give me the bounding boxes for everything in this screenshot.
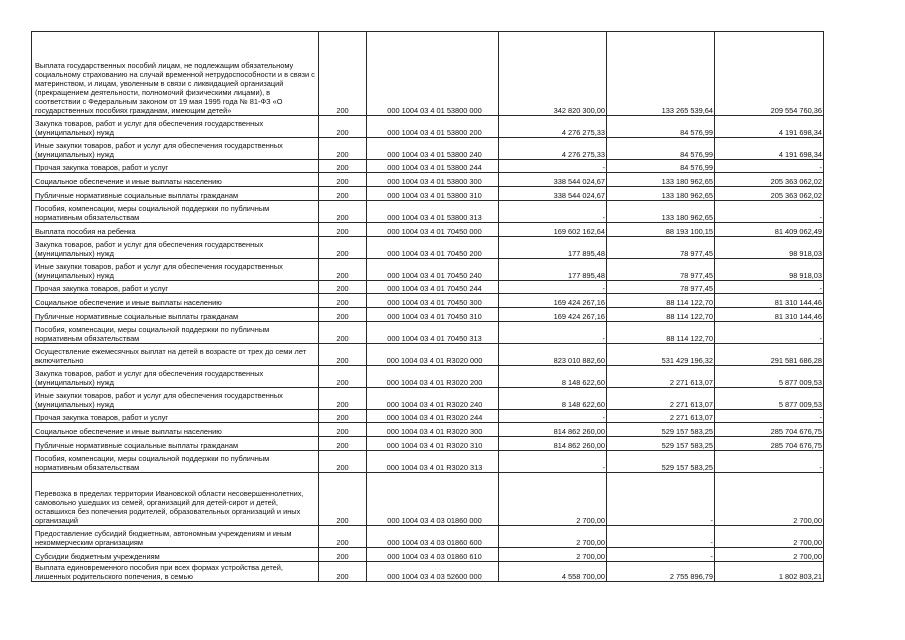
- row-remaining-amount-cell: -: [715, 410, 824, 423]
- row-executed-amount-cell: 133 180 962,65: [607, 201, 715, 223]
- row-approved-amount-cell: 8 148 622,60: [499, 366, 607, 388]
- row-executed-amount-cell: 133 180 962,65: [607, 173, 715, 187]
- row-budget-code-cell: 000 1004 03 4 01 R3020 240: [367, 388, 499, 410]
- row-line-code-cell: 200: [319, 138, 367, 160]
- row-executed-amount-cell: -: [607, 473, 715, 526]
- row-name-cell: Социальное обеспечение и иные выплаты населению: [32, 173, 319, 187]
- row-executed-amount-cell: -: [607, 526, 715, 548]
- row-executed-amount-cell: 2 271 613,07: [607, 366, 715, 388]
- row-executed-amount-cell: 84 576,99: [607, 160, 715, 173]
- table-row: [32, 308, 824, 322]
- row-name-cell: Социальное обеспечение и иные выплаты населению: [32, 294, 319, 308]
- row-line-code-cell: 200: [319, 548, 367, 562]
- row-line-code-cell: 200: [319, 173, 367, 187]
- row-executed-amount-cell: 2 271 613,07: [607, 410, 715, 423]
- table-row: [32, 526, 824, 548]
- row-budget-code-cell: 000 1004 03 4 01 53800 000: [367, 32, 499, 116]
- row-executed-amount-cell: 88 114 122,70: [607, 308, 715, 322]
- row-remaining-amount-cell: 81 310 144,46: [715, 308, 824, 322]
- row-budget-code-cell: 000 1004 03 4 01 70450 240: [367, 259, 499, 281]
- row-name-cell: Пособия, компенсации, меры социальной поддержки по публичным нормативным обязательствам: [32, 201, 319, 223]
- row-remaining-amount-cell: 98 918,03: [715, 237, 824, 259]
- row-name-cell: Закупка товаров, работ и услуг для обеспечения государственных (муниципальных) нужд: [32, 237, 319, 259]
- row-remaining-amount-cell: -: [715, 160, 824, 173]
- row-remaining-amount-cell: -: [715, 281, 824, 294]
- row-budget-code-cell: 000 1004 03 4 01 70450 313: [367, 322, 499, 344]
- table-row: [32, 294, 824, 308]
- row-name-cell: Прочая закупка товаров, работ и услуг: [32, 160, 319, 173]
- row-remaining-amount-cell: 81 409 062,49: [715, 223, 824, 237]
- row-approved-amount-cell: 169 424 267,16: [499, 308, 607, 322]
- row-approved-amount-cell: 177 895,48: [499, 259, 607, 281]
- table-row: [32, 437, 824, 451]
- budget-execution-table: [31, 31, 824, 582]
- row-approved-amount-cell: 814 862 260,00: [499, 423, 607, 437]
- row-name-cell: Субсидии бюджетным учреждениям: [32, 548, 319, 562]
- table-row: [32, 32, 824, 116]
- table-row: [32, 173, 824, 187]
- row-line-code-cell: 200: [319, 423, 367, 437]
- table-row: [32, 281, 824, 294]
- row-approved-amount-cell: 2 700,00: [499, 548, 607, 562]
- row-approved-amount-cell: 4 276 275,33: [499, 116, 607, 138]
- row-remaining-amount-cell: 4 191 698,34: [715, 138, 824, 160]
- row-approved-amount-cell: 4 558 700,00: [499, 562, 607, 582]
- row-remaining-amount-cell: 5 877 009,53: [715, 388, 824, 410]
- row-name-cell: Предоставление субсидий бюджетным, автономным учреждениям и иным некоммерческим организациям: [32, 526, 319, 548]
- row-executed-amount-cell: 529 157 583,25: [607, 423, 715, 437]
- row-executed-amount-cell: 133 180 962,65: [607, 187, 715, 201]
- row-remaining-amount-cell: 98 918,03: [715, 259, 824, 281]
- row-executed-amount-cell: -: [607, 548, 715, 562]
- row-approved-amount-cell: -: [499, 451, 607, 473]
- row-approved-amount-cell: 169 424 267,16: [499, 294, 607, 308]
- row-budget-code-cell: 000 1004 03 4 01 70450 300: [367, 294, 499, 308]
- row-budget-code-cell: 000 1004 03 4 01 70450 200: [367, 237, 499, 259]
- row-executed-amount-cell: 88 193 100,15: [607, 223, 715, 237]
- row-line-code-cell: 200: [319, 410, 367, 423]
- row-approved-amount-cell: 4 276 275,33: [499, 138, 607, 160]
- row-budget-code-cell: 000 1004 03 4 01 70450 244: [367, 281, 499, 294]
- row-line-code-cell: 200: [319, 294, 367, 308]
- row-executed-amount-cell: 78 977,45: [607, 259, 715, 281]
- row-name-cell: Закупка товаров, работ и услуг для обеспечения государственных (муниципальных) нужд: [32, 366, 319, 388]
- row-line-code-cell: 200: [319, 32, 367, 116]
- row-approved-amount-cell: -: [499, 410, 607, 423]
- row-name-cell: Иные закупки товаров, работ и услуг для обеспечения государственных (муниципальных) нужд: [32, 388, 319, 410]
- row-name-cell: Закупка товаров, работ и услуг для обеспечения государственных (муниципальных) нужд: [32, 116, 319, 138]
- row-remaining-amount-cell: 1 802 803,21: [715, 562, 824, 582]
- row-executed-amount-cell: 529 157 583,25: [607, 437, 715, 451]
- row-budget-code-cell: 000 1004 03 4 03 01860 610: [367, 548, 499, 562]
- table-row: [32, 366, 824, 388]
- row-approved-amount-cell: 338 544 024,67: [499, 173, 607, 187]
- table-row: [32, 548, 824, 562]
- row-line-code-cell: 200: [319, 308, 367, 322]
- row-approved-amount-cell: 2 700,00: [499, 473, 607, 526]
- row-line-code-cell: 200: [319, 160, 367, 173]
- row-approved-amount-cell: -: [499, 322, 607, 344]
- row-budget-code-cell: 000 1004 03 4 01 53800 200: [367, 116, 499, 138]
- row-line-code-cell: 200: [319, 437, 367, 451]
- row-approved-amount-cell: -: [499, 160, 607, 173]
- table-row: [32, 237, 824, 259]
- row-remaining-amount-cell: 2 700,00: [715, 548, 824, 562]
- row-line-code-cell: 200: [319, 322, 367, 344]
- row-budget-code-cell: 000 1004 03 4 01 R3020 310: [367, 437, 499, 451]
- row-approved-amount-cell: 8 148 622,60: [499, 388, 607, 410]
- table-row: [32, 344, 824, 366]
- row-approved-amount-cell: 342 820 300,00: [499, 32, 607, 116]
- row-line-code-cell: 200: [319, 451, 367, 473]
- row-name-cell: Социальное обеспечение и иные выплаты населению: [32, 423, 319, 437]
- row-name-cell: Публичные нормативные социальные выплаты гражданам: [32, 187, 319, 201]
- row-executed-amount-cell: 529 157 583,25: [607, 451, 715, 473]
- row-budget-code-cell: 000 1004 03 4 03 52600 000: [367, 562, 499, 582]
- row-name-cell: Публичные нормативные социальные выплаты гражданам: [32, 437, 319, 451]
- row-line-code-cell: 200: [319, 562, 367, 582]
- row-name-cell: Иные закупки товаров, работ и услуг для обеспечения государственных (муниципальных) нужд: [32, 259, 319, 281]
- row-name-cell: Иные закупки товаров, работ и услуг для обеспечения государственных (муниципальных) нужд: [32, 138, 319, 160]
- row-budget-code-cell: 000 1004 03 4 01 R3020 313: [367, 451, 499, 473]
- row-executed-amount-cell: 84 576,99: [607, 116, 715, 138]
- row-budget-code-cell: 000 1004 03 4 01 53800 310: [367, 187, 499, 201]
- row-name-cell: Выплата государственных пособий лицам, не подлежащим обязательному социальному страхованию на случай временной нетрудоспособности и в связи с материнством, и лицам, уволенным в связи с ликвидацией организаций (прекращением деятельности, полномочий физическими лицами), в соответствии с Федеральным законом от 19 мая 1995 года № 81-ФЗ «О государственных пособиях гражданам, имеющим детей»: [32, 32, 319, 116]
- row-remaining-amount-cell: 205 363 062,02: [715, 187, 824, 201]
- row-approved-amount-cell: 338 544 024,67: [499, 187, 607, 201]
- row-line-code-cell: 200: [319, 366, 367, 388]
- table-row: [32, 473, 824, 526]
- row-name-cell: Публичные нормативные социальные выплаты гражданам: [32, 308, 319, 322]
- row-name-cell: Пособия, компенсации, меры социальной поддержки по публичным нормативным обязательствам: [32, 451, 319, 473]
- table-row: [32, 138, 824, 160]
- table-body: [32, 32, 824, 582]
- table-row: [32, 322, 824, 344]
- row-line-code-cell: 200: [319, 116, 367, 138]
- row-remaining-amount-cell: 209 554 760,36: [715, 32, 824, 116]
- row-budget-code-cell: 000 1004 03 4 01 R3020 244: [367, 410, 499, 423]
- table-row: [32, 201, 824, 223]
- row-name-cell: Выплата пособия на ребенка: [32, 223, 319, 237]
- row-name-cell: Осуществление ежемесячных выплат на детей в возрасте от трех до семи лет включительно: [32, 344, 319, 366]
- row-executed-amount-cell: 88 114 122,70: [607, 322, 715, 344]
- row-budget-code-cell: 000 1004 03 4 01 53800 313: [367, 201, 499, 223]
- row-executed-amount-cell: 78 977,45: [607, 281, 715, 294]
- row-remaining-amount-cell: -: [715, 451, 824, 473]
- row-executed-amount-cell: 531 429 196,32: [607, 344, 715, 366]
- row-line-code-cell: 200: [319, 473, 367, 526]
- table-row: [32, 160, 824, 173]
- row-remaining-amount-cell: 81 310 144,46: [715, 294, 824, 308]
- row-name-cell: Выплата единовременного пособия при всех формах устройства детей, лишенных родительского попечения, в семью: [32, 562, 319, 582]
- row-line-code-cell: 200: [319, 281, 367, 294]
- row-approved-amount-cell: 823 010 882,60: [499, 344, 607, 366]
- row-executed-amount-cell: 84 576,99: [607, 138, 715, 160]
- row-approved-amount-cell: 177 895,48: [499, 237, 607, 259]
- row-remaining-amount-cell: -: [715, 322, 824, 344]
- row-remaining-amount-cell: 285 704 676,75: [715, 423, 824, 437]
- row-budget-code-cell: 000 1004 03 4 01 R3020 300: [367, 423, 499, 437]
- row-budget-code-cell: 000 1004 03 4 03 01860 600: [367, 526, 499, 548]
- row-executed-amount-cell: 2 755 896,79: [607, 562, 715, 582]
- row-executed-amount-cell: 133 265 539,64: [607, 32, 715, 116]
- row-approved-amount-cell: 814 862 260,00: [499, 437, 607, 451]
- budget-report-sheet: [31, 31, 824, 582]
- row-executed-amount-cell: 2 271 613,07: [607, 388, 715, 410]
- table-row: [32, 388, 824, 410]
- row-budget-code-cell: 000 1004 03 4 01 70450 000: [367, 223, 499, 237]
- row-line-code-cell: 200: [319, 526, 367, 548]
- row-line-code-cell: 200: [319, 237, 367, 259]
- row-budget-code-cell: 000 1004 03 4 01 53800 300: [367, 173, 499, 187]
- row-remaining-amount-cell: 5 877 009,53: [715, 366, 824, 388]
- row-budget-code-cell: 000 1004 03 4 01 53800 244: [367, 160, 499, 173]
- row-line-code-cell: 200: [319, 344, 367, 366]
- row-executed-amount-cell: 88 114 122,70: [607, 294, 715, 308]
- table-row: [32, 187, 824, 201]
- row-budget-code-cell: 000 1004 03 4 01 R3020 000: [367, 344, 499, 366]
- row-remaining-amount-cell: 2 700,00: [715, 473, 824, 526]
- row-name-cell: Пособия, компенсации, меры социальной поддержки по публичным нормативным обязательствам: [32, 322, 319, 344]
- row-line-code-cell: 200: [319, 259, 367, 281]
- table-row: [32, 451, 824, 473]
- row-remaining-amount-cell: 285 704 676,75: [715, 437, 824, 451]
- row-name-cell: Прочая закупка товаров, работ и услуг: [32, 281, 319, 294]
- row-budget-code-cell: 000 1004 03 4 03 01860 000: [367, 473, 499, 526]
- table-row: [32, 410, 824, 423]
- row-approved-amount-cell: -: [499, 201, 607, 223]
- row-name-cell: Прочая закупка товаров, работ и услуг: [32, 410, 319, 423]
- row-remaining-amount-cell: 205 363 062,02: [715, 173, 824, 187]
- table-row: [32, 116, 824, 138]
- row-budget-code-cell: 000 1004 03 4 01 53800 240: [367, 138, 499, 160]
- table-row: [32, 562, 824, 582]
- row-line-code-cell: 200: [319, 223, 367, 237]
- row-approved-amount-cell: -: [499, 281, 607, 294]
- row-budget-code-cell: 000 1004 03 4 01 70450 310: [367, 308, 499, 322]
- table-row: [32, 223, 824, 237]
- row-line-code-cell: 200: [319, 388, 367, 410]
- row-line-code-cell: 200: [319, 187, 367, 201]
- row-line-code-cell: 200: [319, 201, 367, 223]
- row-approved-amount-cell: 169 602 162,64: [499, 223, 607, 237]
- table-row: [32, 259, 824, 281]
- row-remaining-amount-cell: 4 191 698,34: [715, 116, 824, 138]
- row-remaining-amount-cell: 2 700,00: [715, 526, 824, 548]
- row-budget-code-cell: 000 1004 03 4 01 R3020 200: [367, 366, 499, 388]
- row-name-cell: Перевозка в пределах территории Ивановской области несовершеннолетних, самовольно ушедших из семей, организаций для детей-сирот и детей, оставшихся без попечения родителей, образовательных организаций и иных организаций: [32, 473, 319, 526]
- table-row: [32, 423, 824, 437]
- row-remaining-amount-cell: 291 581 686,28: [715, 344, 824, 366]
- row-approved-amount-cell: 2 700,00: [499, 526, 607, 548]
- row-remaining-amount-cell: -: [715, 201, 824, 223]
- row-executed-amount-cell: 78 977,45: [607, 237, 715, 259]
